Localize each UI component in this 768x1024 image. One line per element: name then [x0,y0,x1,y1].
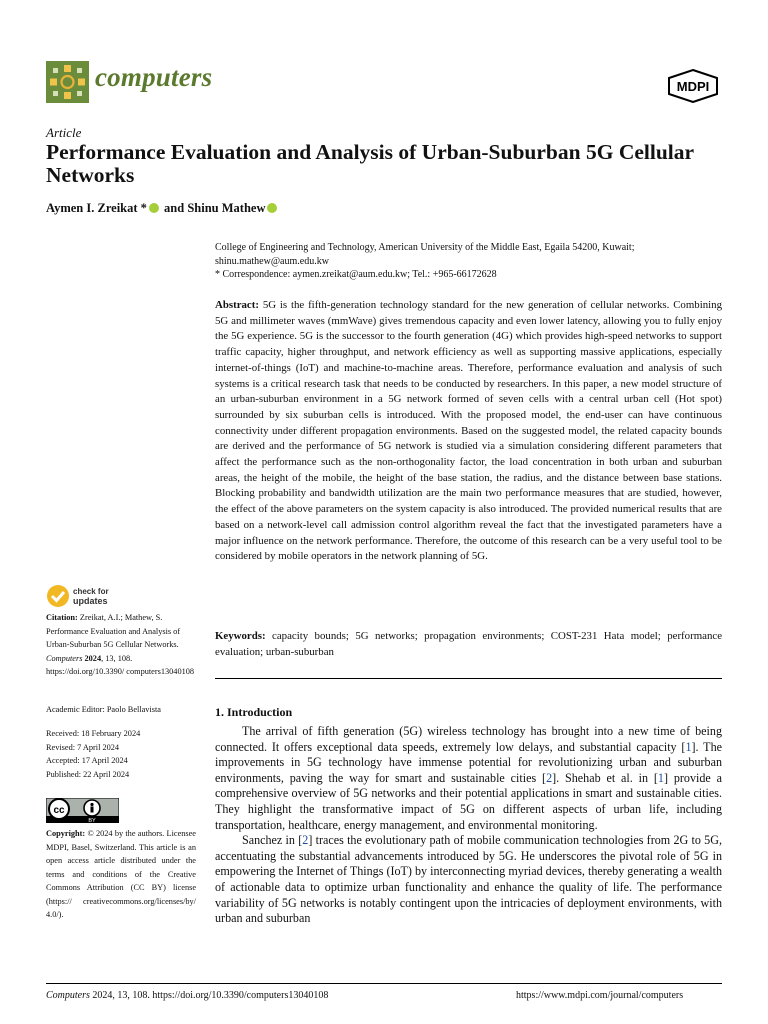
citation-year: 2024 [84,653,102,663]
check-for-updates-badge[interactable] [46,584,126,608]
citation-text: Zreikat, A.I.; Mathew, S. Performance Evaluation and Analysis of Urban-Suburban 5G Cellular Networks. [46,613,181,649]
orcid-icon[interactable] [267,203,277,213]
mdpi-logo-icon [667,69,719,103]
author-1[interactable]: Aymen I. Zreikat * [46,201,147,215]
author-2[interactable]: Shinu Mathew [187,201,266,215]
affiliation: College of Engineering and Technology, American University of the Middle East, Egaila 54200, Kuwait; [215,242,635,253]
citation-link[interactable]: 1 [685,739,692,754]
paragraph: Sanchez in [2] traces the evolutionary path of mobile communication technologies from 2G to 5G, accentuating the substantial advancements introduced by 5G. He underscores the pivotal role of 5G in empowering the Internet of Things (IoT) by interconnecting myriad devices, thereby generating a wealth of actionable data to optimize urban functionality and enhance the quality of life. The performance variability of 5G networks is notably contingent upon the intricacies of deployment environments, with urban and suburban [215,833,722,926]
introduction-body [215,724,722,927]
revised-date: Revised: 7 April 2024 [46,742,120,752]
article-type: Article [46,125,82,140]
footer-citation [46,990,328,1001]
footer-url[interactable]: https://www.mdpi.com/journal/computers [516,990,684,1001]
check-label-1: check for [73,587,109,596]
copyright-block [46,827,196,922]
citation-link[interactable]: 2 [302,833,309,848]
keywords-label: Keywords: [215,630,266,642]
received-date: Received: 18 February 2024 [46,729,141,738]
affiliation-block [215,241,725,282]
footer-divider [46,983,722,984]
accepted-date: Accepted: 17 April 2024 [46,756,128,765]
published-date: Published: 22 April 2024 [46,769,130,779]
footer-journal: Computers [46,990,90,1001]
svg-text:cc: cc [53,805,65,816]
dates-block [46,727,196,781]
publisher-name: MDPI [676,79,710,94]
correspondence: * Correspondence: aymen.zreikat@aum.edu.kw; Tel.: +965-66172628 [215,269,497,280]
academic-editor: Academic Editor: Paolo Bellavista [46,705,161,714]
check-label-2: updates [73,596,108,606]
citation-journal: Computers [46,653,83,663]
journal-name: computers [95,62,213,92]
citation-volume[interactable]: , 13, 108. https://doi.org/10.3390/ computers13040108 [46,653,195,676]
svg-text:BY: BY [88,818,96,823]
copyright-text: © 2024 by the authors. Licensee MDPI, Basel, Switzerland. This article is an open access article distributed under the terms and conditions of the Creative Commons Attribution (CC BY) license (https:// creativecommons.org/licenses/by/ 4.0/). [46,829,196,919]
keywords-text: capacity bounds; 5G networks; propagation environments; COST-231 Hata model; performance evaluation; urban-suburban [215,630,723,658]
author-list [46,201,279,216]
citation-label: Citation: [46,613,78,622]
section-divider [215,678,722,679]
abstract-text: 5G is the fifth-generation technology standard for the new generation of cellular networks. Combining 5G and millimeter waves (mmWave) gives tremendous capacity and even lower latency, allowing you to fully enjoy the 5G experience. 5G is the successor to the fourth generation (4G) which provides high-speed networks to support traffic capacity, higher throughput, and network efficiency as well as supporting massive applications, especially internet-of-things (IoT) and machine-to-machine areas. Therefore, performance evaluation and analysis of such systems is a critical research task that needs to be conducted by researchers. In this paper, a new model structure of an urban-suburban environment in a 5G network formed of seven cells with a central urban cell (Hot spot) surrounded by six suburban cells is introduced. With the proposed model, the end-user can have continuous connectivity under different propagation environments. Based on the suggested model, the related capacity bounds are derived and the performance of 5G network is studied via a simulation considering different parameters that affect the performance such as the non-orthogonality factor, the load concentration in both urban and suburban areas, the height of the mobile, the height of the base station, the radius, and the distance between base stations. Blocking probability and bandwidth utilization are the main two performance measures that are studied, however, the effect of the above parameters on the system capacity is also introduced. The provided numerical results that are based on a network-level call admission control algorithm reveal the fact that the investigated parameters have a major influence on the network performance. Therefore, the outcome of this research can be a very useful tool to be considered by mobile operators in the network planning of 5G. [215,299,722,563]
section-heading: 1. Introduction [215,705,293,719]
cc-by-license-icon[interactable] [46,798,119,823]
copyright-label: Copyright: [46,829,86,838]
abstract [215,298,722,565]
paragraph: The arrival of fifth generation (5G) wireless technology has brought into a new time of being connected. It offers exceptional data speeds, extremely low delays, and substantial capacity [1]. The improvements in 5G technology have immense potential for revolutionizing urban and suburban environments, paving the way for smart and sustainable cities [2]. Shehab et al. in [1] provide a comprehensive overview of 5G networks and their potential applications in smart and sustainable cities. They highlight the transformative impact of 5G on different aspects of urban life, including transportation, healthcare, energy management, and environmental monitoring. [215,724,723,832]
journal-logo-icon [46,61,89,103]
citation-link[interactable]: 2 [546,770,553,785]
article-title: Performance Evaluation and Analysis of Urban-Suburban 5G Cellular Networks [46,140,694,187]
author-conjunction: and [164,201,185,215]
footer-doi[interactable]: 2024, 13, 108. https://doi.org/10.3390/computers13040108 [89,990,329,1001]
affiliation-email[interactable]: shinu.mathew@aum.edu.kw [215,255,329,267]
abstract-label: Abstract: [215,299,259,311]
keywords [215,629,722,660]
orcid-icon[interactable] [149,203,159,213]
citation-link[interactable]: 1 [657,770,664,785]
citation-block [46,611,196,679]
